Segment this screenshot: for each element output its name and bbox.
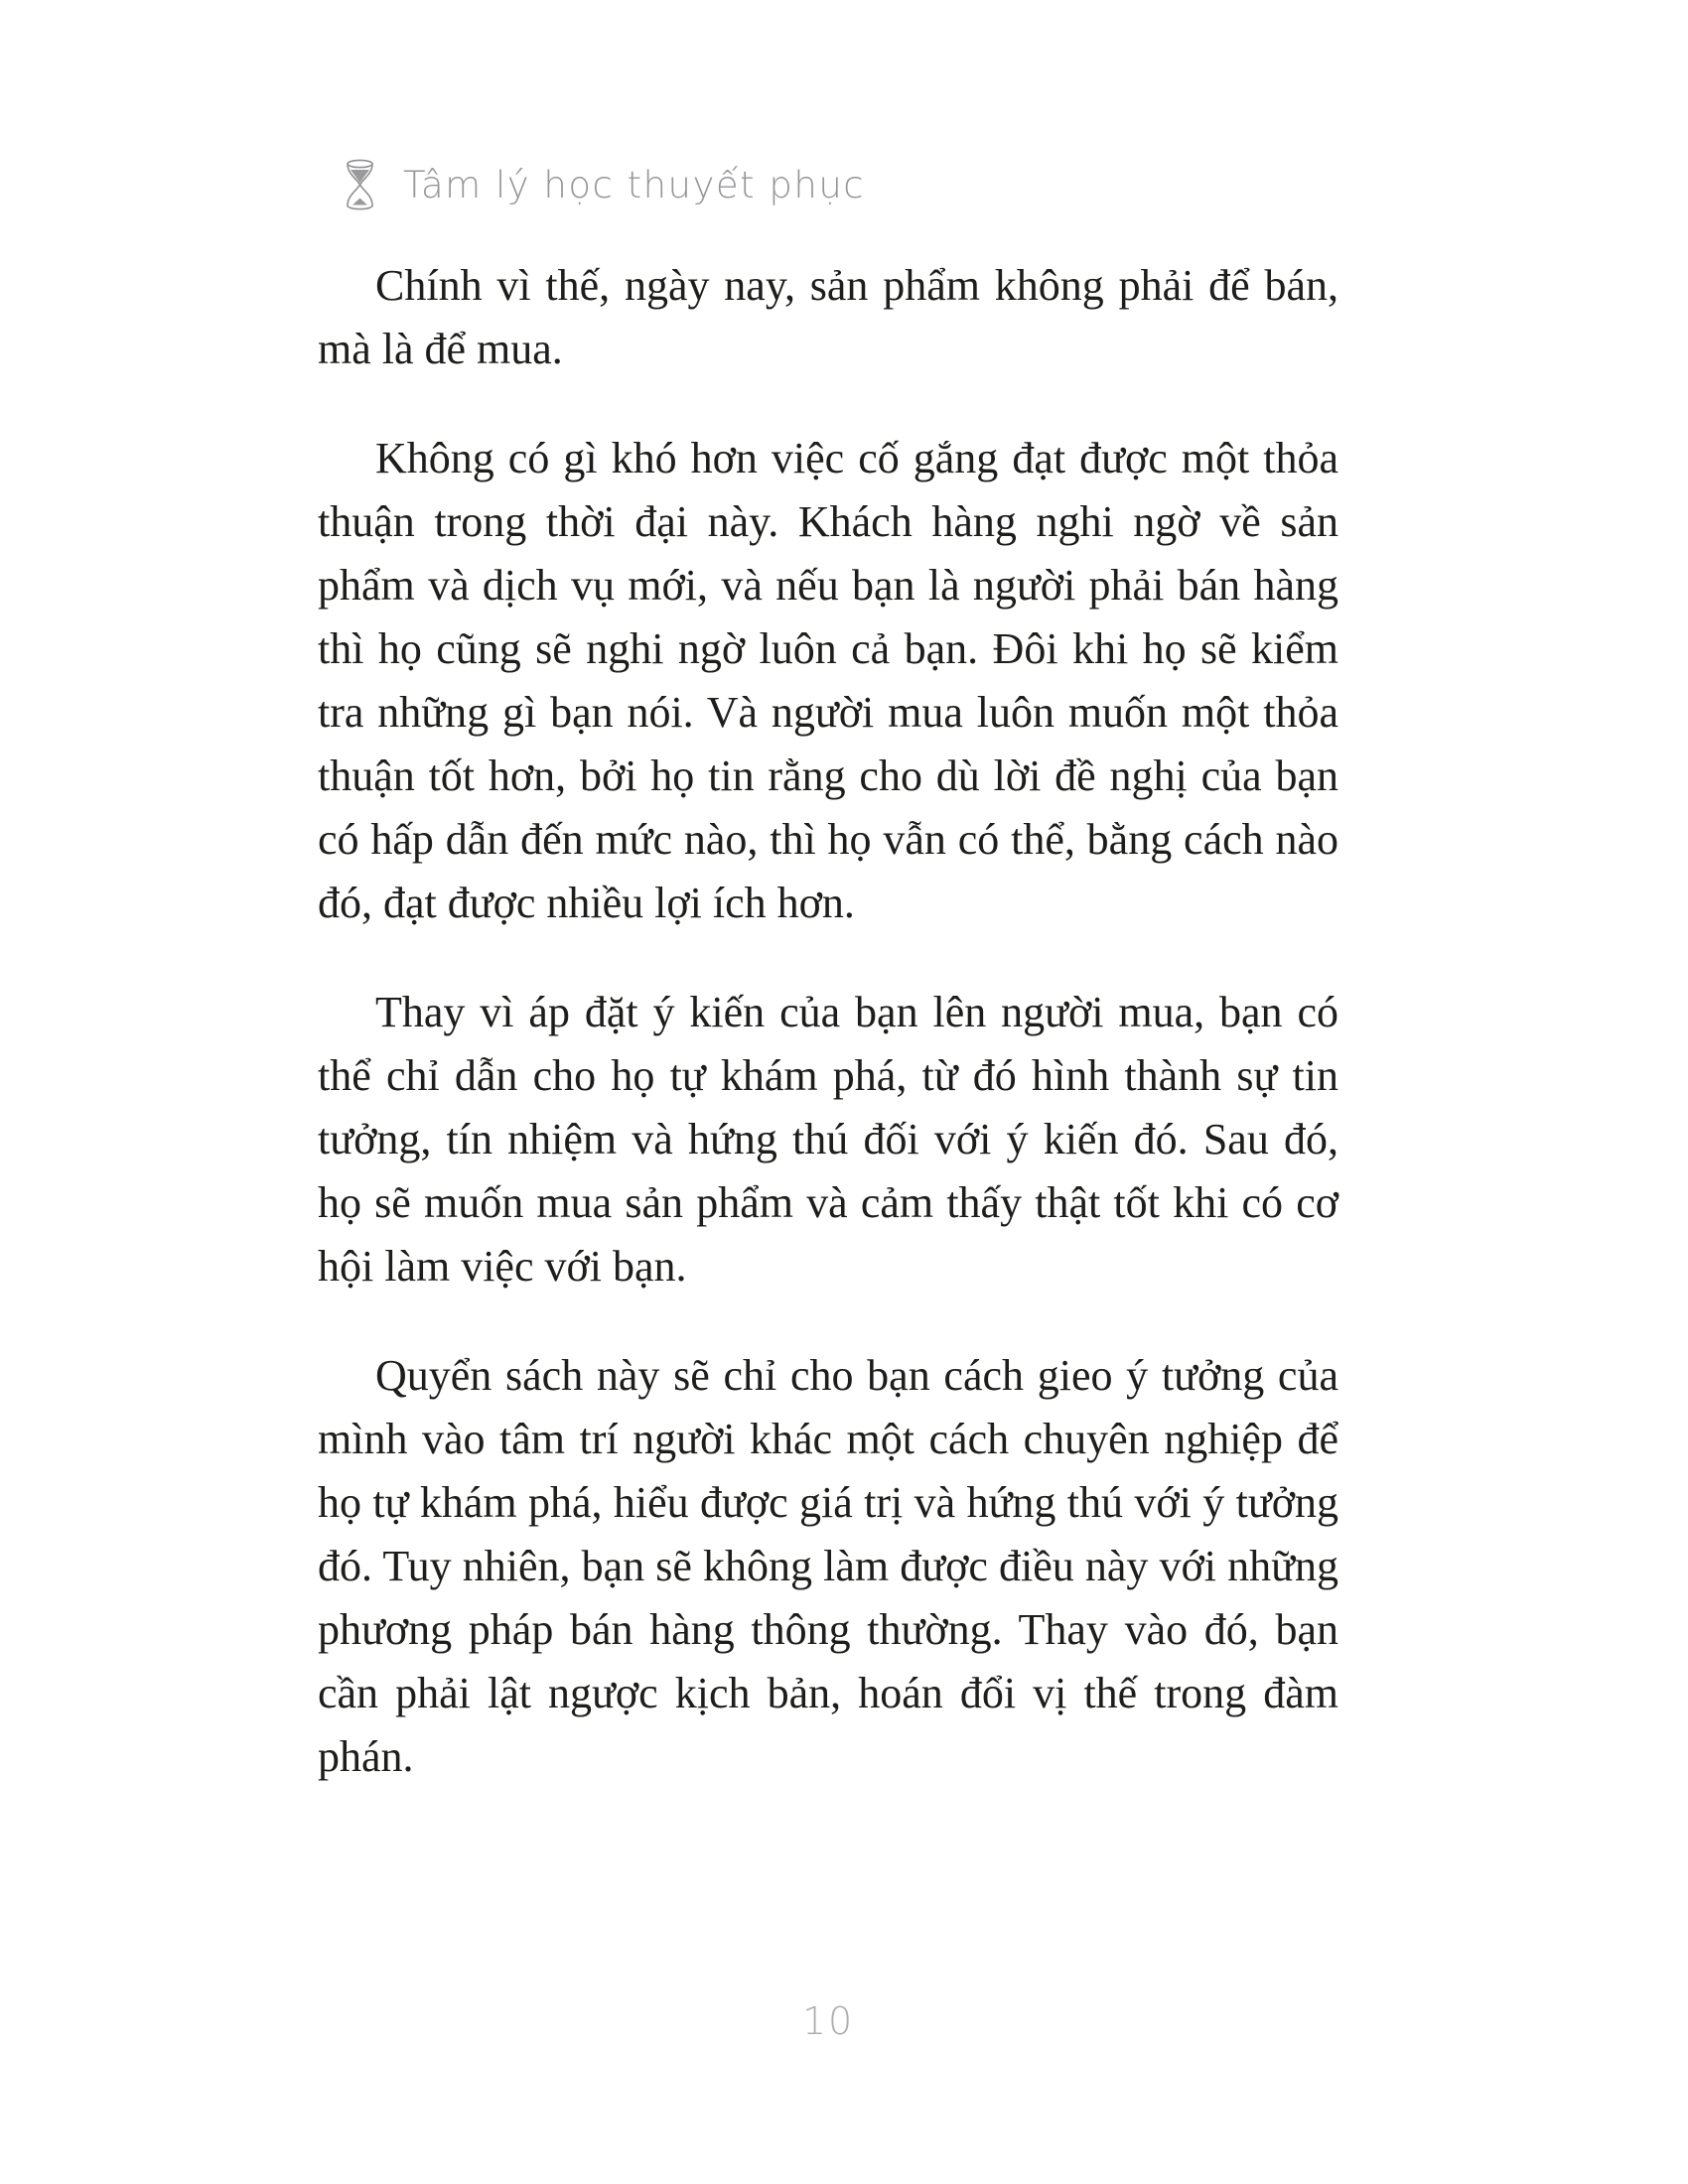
body-text <box>318 254 1338 1835</box>
paragraph: Chính vì thế, ngày nay, sản phẩm không phải để bán, mà là để mua. <box>318 261 1338 373</box>
running-header <box>345 159 865 210</box>
paragraph: Thay vì áp đặt ý kiến của bạn lên người mua, bạn có thể chỉ dẫn cho họ tự khám phá, từ đó hình thành sự tin tưởng, tín nhiệm và hứng thú đối với ý kiến đó. Sau đó, họ sẽ muốn mua sản phẩm và cảm thấy thật tốt khi có cơ hội làm việc với bạn. <box>318 988 1338 1291</box>
paragraph: Không có gì khó hơn việc cố gắng đạt được một thỏa thuận trong thời đại này. Khách hàng nghi ngờ về sản phẩm và dịch vụ mới, và nếu bạn là người phải bán hàng thì họ cũng sẽ nghi ngờ luôn cả bạn. Đôi khi họ sẽ kiểm tra những gì bạn nói. Và người mua luôn muốn một thỏa thuận tốt hơn, bởi họ tin rằng cho dù lời đề nghị của bạn có hấp dẫn đến mức nào, thì họ vẫn có thể, bằng cách nào đó, đạt được nhiều lợi ích hơn. <box>318 434 1338 927</box>
hourglass-icon <box>345 159 375 210</box>
paragraph: Quyển sách này sẽ chỉ cho bạn cách gieo ý tưởng của mình vào tâm trí người khác một cách chuyên nghiệp để họ tự khám phá, hiểu được giá trị và hứng thú với ý tưởng đó. Tuy nhiên, bạn sẽ không làm được điều này với những phương pháp bán hàng thông thường. Thay vào đó, bạn cần phải lật ngược kịch bản, hoán đổi vị thế trong đàm phán. <box>318 1351 1338 1781</box>
running-header-title: Tâm lý học thuyết phục <box>403 163 866 206</box>
page-number: 10 <box>801 1999 855 2043</box>
